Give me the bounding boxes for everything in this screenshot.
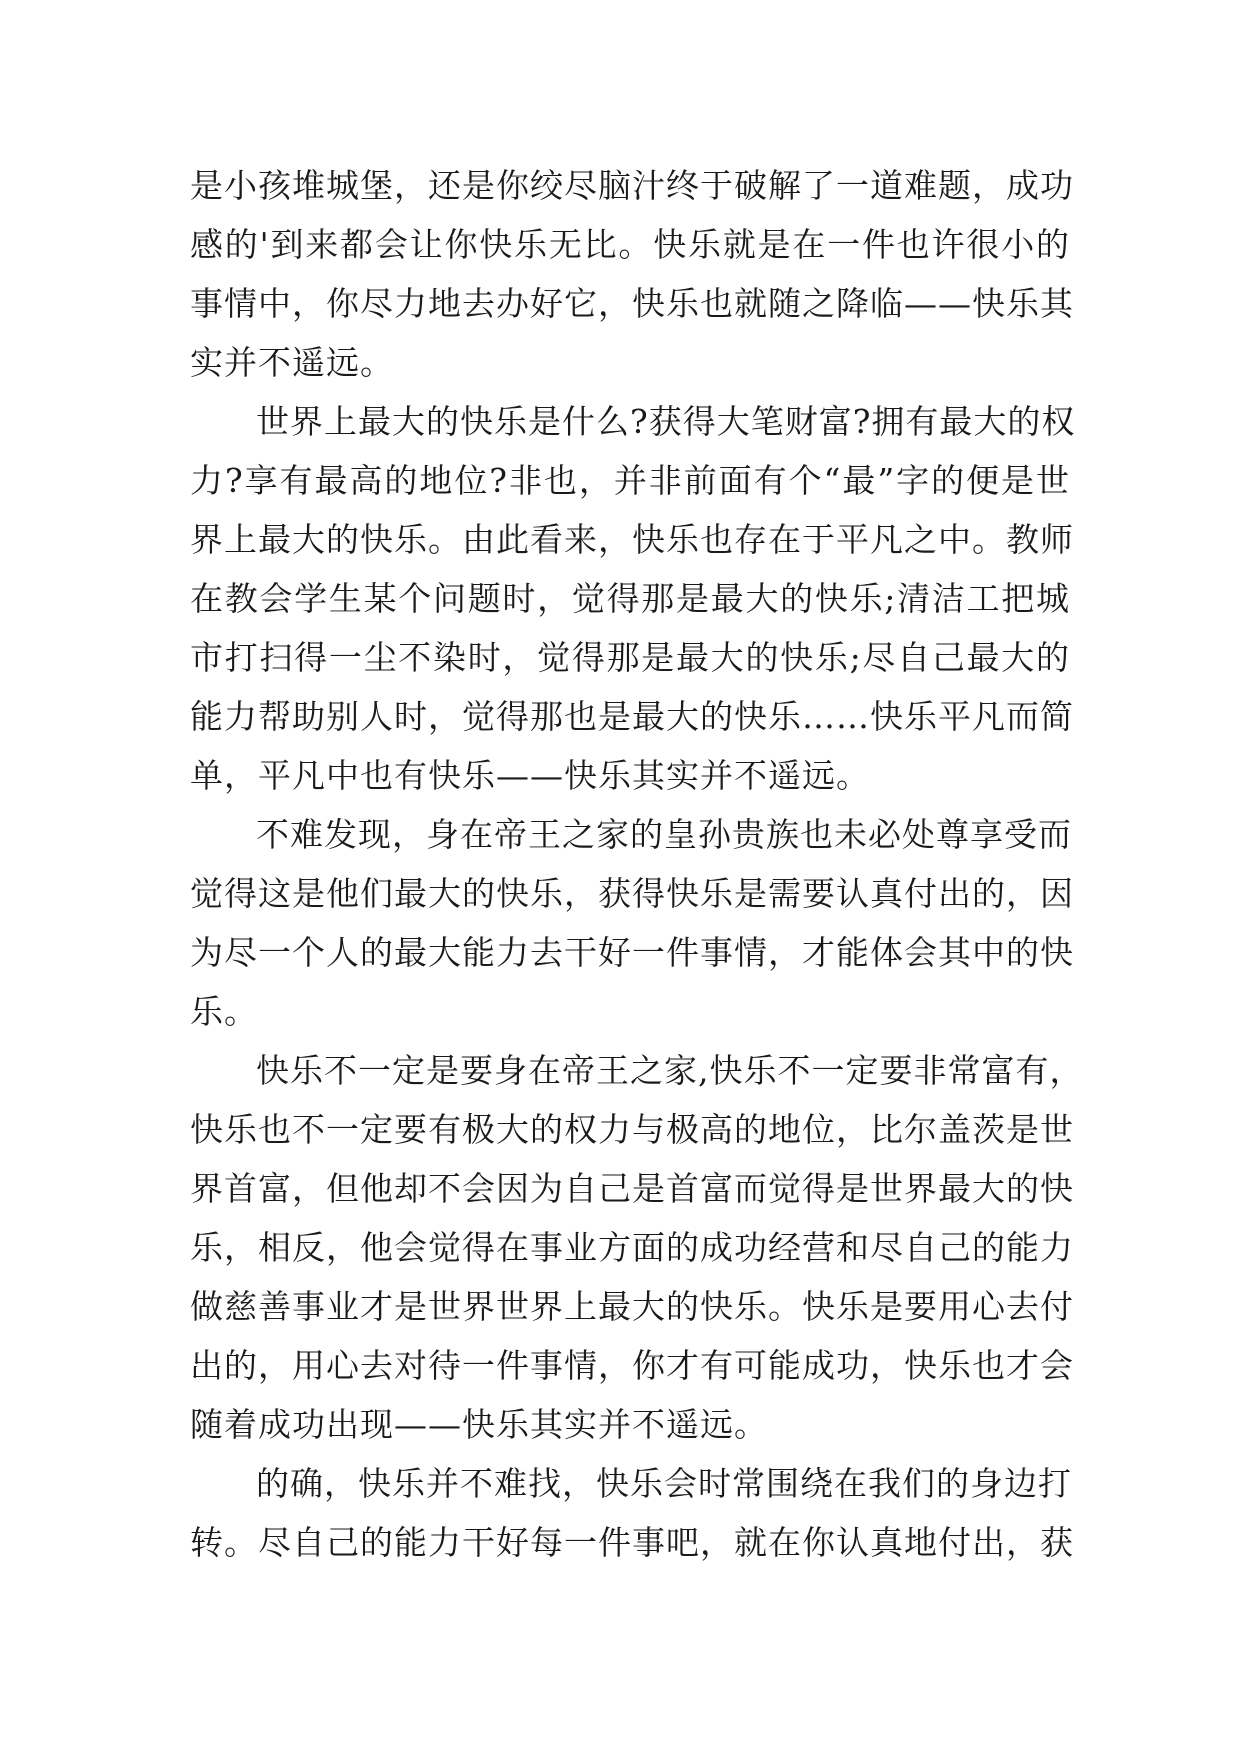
paragraph-3-line-2: 觉得这是他们最大的快乐，获得快乐是需要认真付出的，因 (190, 874, 1074, 913)
paragraph-4-line-6: 出的，用心去对待一件事情，你才有可能成功，快乐也才会 (190, 1346, 1074, 1385)
paragraph-1-line-1: 是小孩堆城堡，还是你绞尽脑汁终于破解了一道难题，成功 (190, 166, 1074, 205)
article-body (190, 156, 1084, 1572)
paragraph-4-line-2: 快乐也不一定要有极大的权力与极高的地位，比尔盖茨是世 (190, 1110, 1074, 1149)
paragraph-3-line-1: 不难发现，身在帝王之家的皇孙贵族也未必处尊享受而 (256, 815, 1072, 854)
paragraph-4-line-7: 随着成功出现——快乐其实并不遥远。 (190, 1405, 768, 1444)
paragraph-4-line-4: 乐，相反，他会觉得在事业方面的成功经营和尽自己的能力 (190, 1228, 1074, 1267)
paragraph-4-line-5: 做慈善事业才是世界世界上最大的快乐。快乐是要用心去付 (190, 1287, 1074, 1326)
paragraph-2-line-5: 市打扫得一尘不染时，觉得那是最大的快乐;尽自己最大的 (190, 638, 1070, 677)
paragraph-1-line-2: 感的'到来都会让你快乐无比。快乐就是在一件也许很小的 (190, 225, 1070, 264)
paragraph-4-line-3: 界首富，但他却不会因为自己是首富而觉得是世界最大的快 (190, 1169, 1074, 1208)
paragraph-4-line-1: 快乐不一定是要身在帝王之家,快乐不一定要非常富有， (256, 1051, 1084, 1090)
paragraph-3-line-4: 乐。 (190, 992, 258, 1031)
paragraph-2-line-3: 界上最大的快乐。由此看来，快乐也存在于平凡之中。教师 (190, 520, 1074, 559)
paragraph-5-line-2: 转。尽自己的能力干好每一件事吧，就在你认真地付出，获 (190, 1523, 1074, 1562)
paragraph-1-line-3: 事情中，你尽力地去办好它，快乐也就随之降临——快乐其 (190, 284, 1074, 323)
paragraph-3-line-3: 为尽一个人的最大能力去干好一件事情，才能体会其中的快 (190, 933, 1074, 972)
paragraph-1-line-4: 实并不遥远。 (190, 343, 394, 382)
paragraph-2-line-4: 在教会学生某个问题时，觉得那是最大的快乐;清洁工把城 (190, 579, 1070, 618)
paragraph-5-line-1: 的确，快乐并不难找，快乐会时常围绕在我们的身边打 (256, 1464, 1072, 1503)
paragraph-2-line-1: 世界上最大的快乐是什么?获得大笔财富?拥有最大的权 (256, 402, 1076, 441)
paragraph-2-line-2: 力?享有最高的地位?非也，并非前面有个“最”字的便是世 (190, 461, 1070, 500)
paragraph-2-line-6: 能力帮助别人时，觉得那也是最大的快乐……快乐平凡而简 (190, 697, 1074, 736)
paragraph-2-line-7: 单，平凡中也有快乐——快乐其实并不遥远。 (190, 756, 870, 795)
